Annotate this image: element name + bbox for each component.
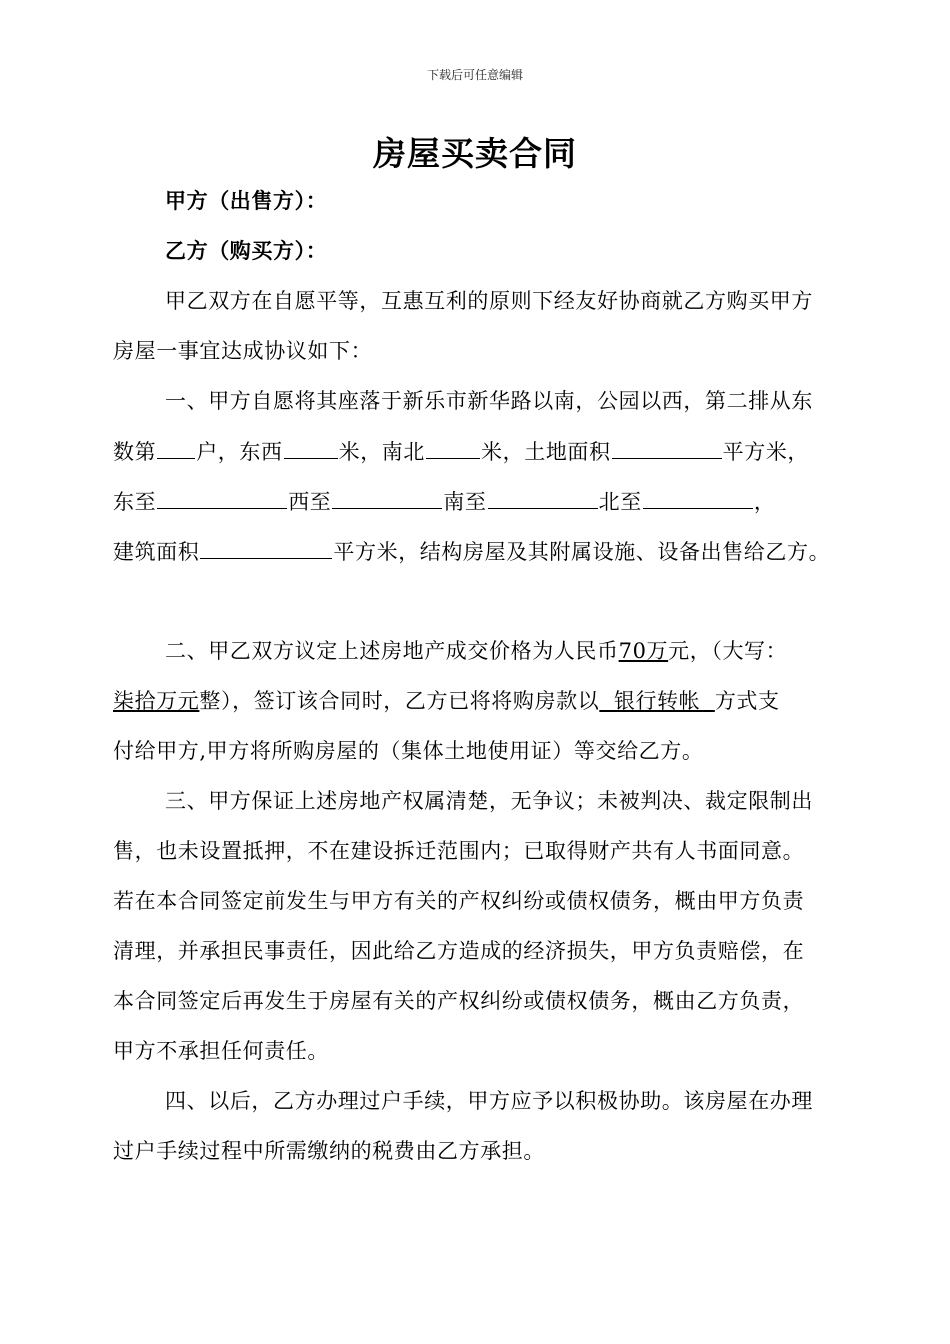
clause-3-line-2: 售，也未设置抵押，不在建设拆迁范围内；已取得财产共有人书面同意。 — [113, 839, 805, 863]
clause-1-line-3 — [113, 486, 775, 517]
text-fragment: 建筑面积 — [113, 540, 200, 564]
party-a-label: 甲方（出售方）： — [165, 188, 328, 213]
text-fragment: 元，（大写： — [668, 639, 788, 663]
contract-title: 房屋买卖合同 — [373, 134, 577, 173]
blank-west-boundary — [332, 486, 442, 509]
text-fragment: 方式支 — [714, 689, 780, 713]
clause-4-line-2: 过户手续过程中所需缴纳的税费由乙方承担。 — [113, 1139, 545, 1163]
text-fragment: 米，土地面积 — [481, 440, 611, 464]
text-fragment: 数第 — [113, 440, 157, 464]
blank-south-boundary — [488, 486, 598, 509]
intro-line-1: 甲乙双方在自愿平等，互惠互利的原则下经友好协商就乙方购买甲方 — [165, 289, 813, 313]
text-fragment: 二、甲乙双方议定上述房地产成交价格为人民币 — [165, 639, 619, 663]
blank-east-west-length — [284, 436, 338, 459]
clause-1-line-2 — [113, 436, 809, 467]
blank-east-boundary — [157, 486, 287, 509]
blank-land-area — [612, 436, 722, 459]
clause-3-line-5: 本合同签定后再发生于房屋有关的产权纠纷或债权债务，概由乙方负责， — [113, 989, 805, 1013]
clause-2-line-1 — [165, 636, 787, 666]
clause-4-line-1: 四、以后，乙方办理过户手续，甲方应予以积极协助。该房屋在办理 — [165, 1089, 813, 1113]
blank-building-area — [200, 536, 332, 559]
text-fragment: ， — [753, 490, 776, 514]
text-fragment: 整），签订该合同时，乙方已将将购房款以 — [199, 689, 600, 713]
header-note: 下载后可任意编辑 — [426, 68, 523, 82]
clause-3-line-4: 清理，并承担民事责任，因此给乙方造成的经济损失，甲方负责赔偿，在 — [113, 939, 805, 963]
text-fragment: 米，南北 — [338, 440, 426, 464]
text-fragment: 平方米， — [722, 440, 810, 464]
payment-method: 银行转帐 — [599, 689, 715, 713]
text-fragment: 北至 — [598, 490, 642, 514]
text-fragment: 户，东西 — [196, 440, 283, 464]
text-fragment: 南至 — [443, 490, 487, 514]
clause-1-line-4 — [113, 536, 830, 567]
clause-3-line-6: 甲方不承担任何责任。 — [113, 1039, 329, 1063]
clause-3-line-1: 三、甲方保证上述房地产权属清楚，无争议；未被判决、裁定限制出 — [165, 789, 813, 813]
party-b-label: 乙方（购买方）： — [165, 238, 328, 263]
blank-north-boundary — [643, 486, 753, 509]
intro-line-2: 房屋一事宜达成协议如下： — [113, 339, 373, 363]
price-amount: 70万 — [618, 639, 669, 663]
text-fragment: 平方米，结构房屋及其附属设施、设备出售给乙方。 — [333, 540, 831, 564]
blank-household-number — [157, 436, 195, 459]
clause-1-line-1: 一、甲方自愿将其座落于新乐市新华路以南，公园以西，第二排从东 — [165, 389, 813, 413]
blank-north-south-length — [426, 436, 480, 459]
clause-2-line-3: 付给甲方,甲方将所购房屋的（集体土地使用证）等交给乙方。 — [113, 739, 704, 763]
price-amount-uppercase: 柒拾万元 — [113, 689, 200, 713]
text-fragment: 西至 — [288, 490, 332, 514]
clause-3-line-3: 若在本合同签定前发生与甲方有关的产权纠纷或债权债务，概由甲方负责 — [113, 889, 805, 913]
text-fragment: 东至 — [113, 490, 157, 514]
clause-2-line-2 — [113, 686, 780, 716]
